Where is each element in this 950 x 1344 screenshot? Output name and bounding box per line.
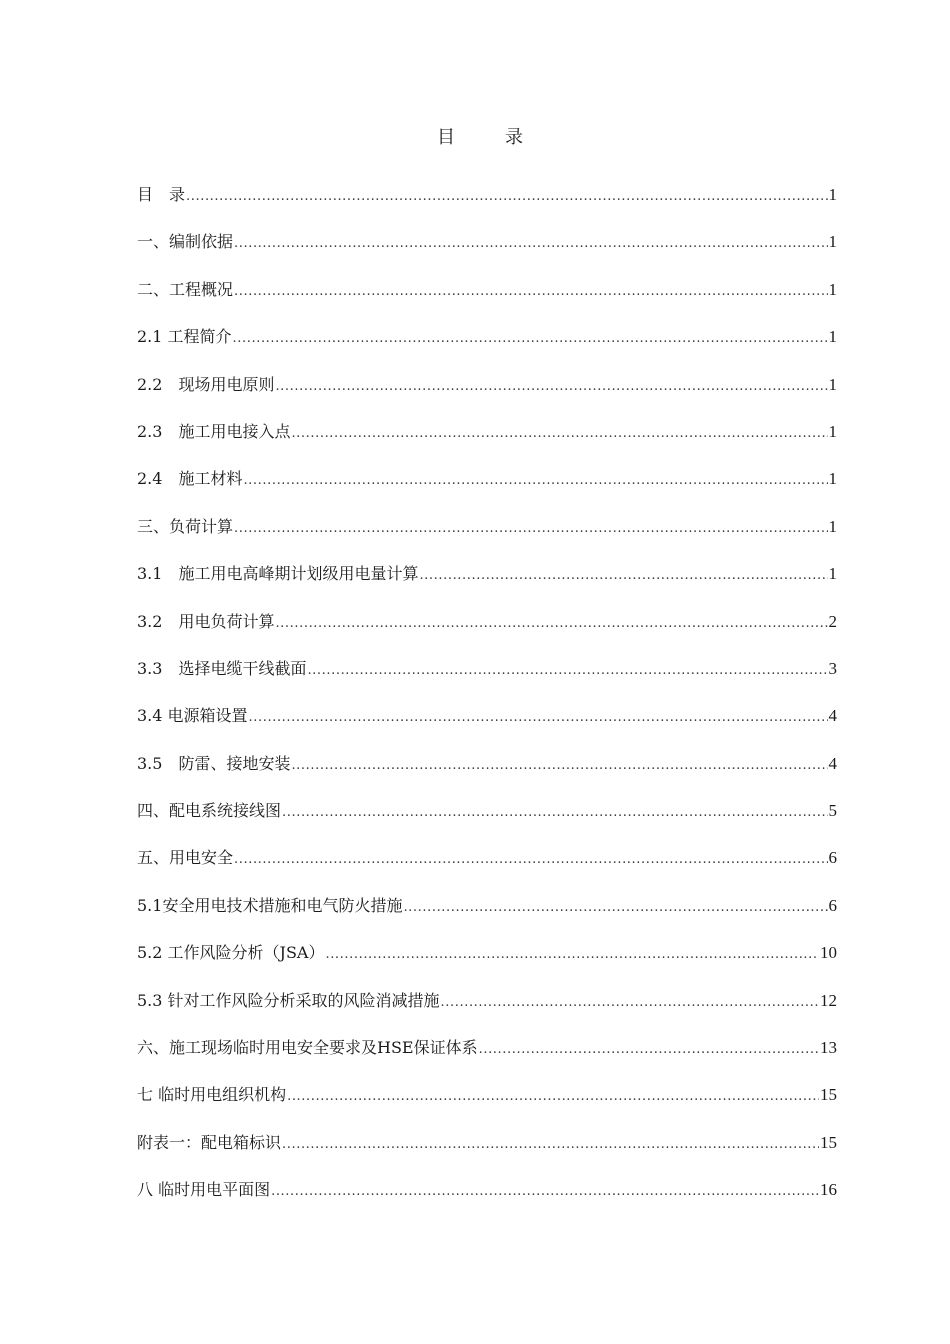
toc-leader-dots <box>186 183 827 211</box>
toc-leader-dots <box>479 1036 819 1064</box>
toc-entry-page: 15 <box>820 1085 837 1105</box>
toc-entry[interactable] <box>137 465 837 512</box>
toc-entry[interactable] <box>137 323 837 370</box>
toc-leader-dots <box>287 1083 819 1111</box>
toc-entry-label: 二、工程概况 <box>137 279 234 299</box>
toc-entry-label: 七 临时用电组织机构 <box>137 1085 287 1105</box>
toc-entry[interactable] <box>137 228 837 275</box>
toc-entry-page: 1 <box>828 564 837 584</box>
toc-entry-page: 6 <box>828 895 837 915</box>
toc-entry[interactable] <box>137 371 837 418</box>
toc-entry-page: 1 <box>828 469 837 489</box>
toc-entry-page: 4 <box>828 753 837 773</box>
toc-entry-page: 3 <box>828 658 837 678</box>
toc-leader-dots <box>419 562 827 590</box>
toc-entry[interactable] <box>137 750 837 797</box>
toc-leader-dots <box>234 515 827 543</box>
toc-entry-page: 12 <box>820 990 837 1010</box>
toc-entry-page: 16 <box>820 1180 837 1200</box>
toc-entry[interactable] <box>137 1034 837 1081</box>
toc-leader-dots <box>234 230 827 258</box>
toc-leader-dots <box>234 846 827 874</box>
toc-entry-page: 1 <box>828 185 837 204</box>
toc-entry-page: 2 <box>828 611 837 631</box>
toc-leader-dots <box>325 941 819 969</box>
toc-leader-dots <box>234 278 827 306</box>
toc-entry-label: 3.1 施工用电高峰期计划级用电量计算 <box>137 564 419 584</box>
toc-entry-label: 3.3 选择电缆干线截面 <box>137 658 307 678</box>
toc-leader-dots <box>271 1178 819 1206</box>
toc-entry-label: 2.1 工程简介 <box>137 327 232 347</box>
toc-entry[interactable] <box>137 702 837 749</box>
toc-entry-label: 六、施工现场临时用电安全要求及HSE保证体系 <box>137 1038 478 1058</box>
toc-entry-page: 6 <box>828 848 837 868</box>
toc-entry-page: 5 <box>828 801 837 821</box>
toc-entry-label: 3.2 用电负荷计算 <box>137 611 275 631</box>
toc-entry[interactable] <box>137 655 837 702</box>
toc-leader-dots <box>291 420 827 448</box>
toc-entry-page: 13 <box>820 1038 837 1058</box>
toc-leader-dots <box>282 799 827 827</box>
toc-entry-label: 附表一：配电箱标识 <box>137 1132 282 1152</box>
toc-entry-label: 3.5 防雷、接地安装 <box>137 753 291 773</box>
toc-entry-page: 15 <box>820 1132 837 1152</box>
toc-entry-label: 2.2 现场用电原则 <box>137 374 275 394</box>
toc-leader-dots <box>291 752 827 780</box>
toc-entry[interactable] <box>137 797 837 844</box>
toc-entry[interactable] <box>137 1176 837 1223</box>
toc-entry-page: 1 <box>828 516 837 536</box>
toc-entry-label: 2.3 施工用电接入点 <box>137 421 291 441</box>
toc-entry-label: 5.2 工作风险分析（JSA） <box>137 943 325 963</box>
page-title: 目 录 <box>437 127 539 148</box>
toc-entry-label: 八 临时用电平面图 <box>137 1180 271 1200</box>
toc-entry-page: 1 <box>828 374 837 394</box>
toc-leader-dots <box>282 1131 819 1159</box>
toc-entry[interactable] <box>137 892 837 939</box>
toc-entry[interactable] <box>137 560 837 607</box>
toc-entry-label: 3.4 电源箱设置 <box>137 706 248 726</box>
toc-entry[interactable] <box>137 276 837 323</box>
toc-entry[interactable] <box>137 513 837 560</box>
toc-leader-dots <box>403 894 827 922</box>
toc-leader-dots <box>275 610 827 638</box>
toc-entry-page: 1 <box>828 421 837 441</box>
toc-entry-label: 目 录 <box>137 185 186 204</box>
toc-leader-dots <box>249 704 828 732</box>
toc-entry-page: 1 <box>828 327 837 347</box>
toc-leader-dots <box>441 989 819 1017</box>
toc-entry-label: 5.3 针对工作风险分析采取的风险消减措施 <box>137 990 440 1010</box>
toc-entry-label: 三、负荷计算 <box>137 516 234 536</box>
toc-entry-label: 四、配电系统接线图 <box>137 801 282 821</box>
toc-entry-label: 一、编制依据 <box>137 232 234 252</box>
toc-entry-label: 5.1安全用电技术措施和电气防火措施 <box>137 895 403 915</box>
toc-entry[interactable] <box>137 939 837 986</box>
table-of-contents <box>137 181 837 1224</box>
toc-leader-dots <box>275 373 827 401</box>
toc-leader-dots <box>233 325 828 353</box>
toc-entry[interactable] <box>137 418 837 465</box>
toc-leader-dots <box>307 657 827 685</box>
toc-entry-page: 1 <box>828 279 837 299</box>
toc-entry[interactable] <box>137 844 837 891</box>
toc-entry[interactable] <box>137 1081 837 1128</box>
toc-entry[interactable] <box>137 1129 837 1176</box>
toc-entry[interactable] <box>137 987 837 1034</box>
toc-entry[interactable] <box>137 181 837 228</box>
toc-entry-page: 10 <box>820 943 837 963</box>
toc-entry[interactable] <box>137 608 837 655</box>
toc-entry-page: 1 <box>828 232 837 252</box>
toc-entry-label: 五、用电安全 <box>137 848 234 868</box>
toc-leader-dots <box>243 467 827 495</box>
toc-entry-label: 2.4 施工材料 <box>137 469 243 489</box>
toc-entry-page: 4 <box>828 706 837 726</box>
